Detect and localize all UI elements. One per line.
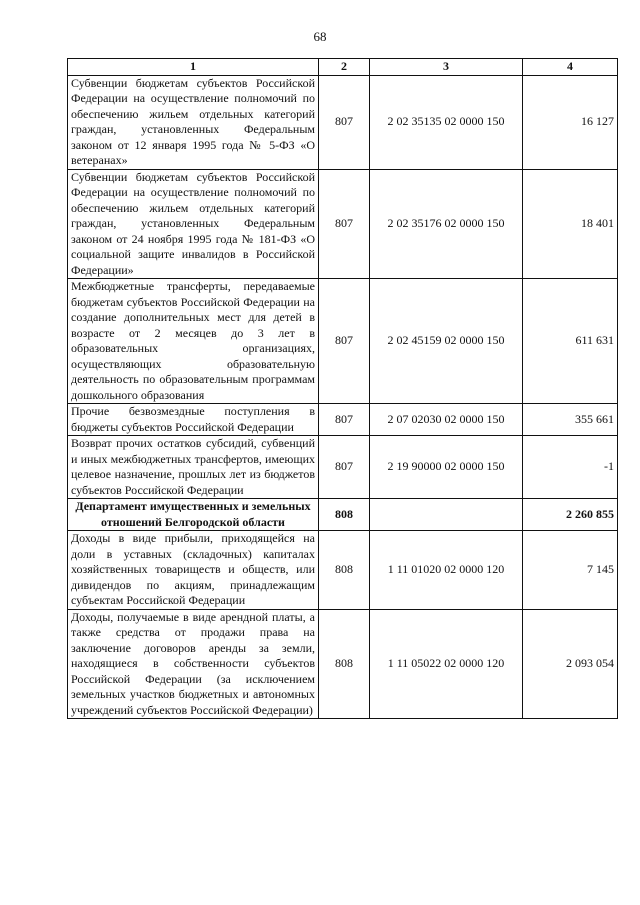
row-budget-code: 2 02 45159 02 0000 150 (370, 279, 523, 404)
row-name: Субвенции бюджетам субъектов Российской Федерации на осуществление полномочий по обеспечению жильем отдельных категорий граждан, установленных Федеральным законом от 24 ноября 1995 года № 181-ФЗ «О социальной защите инвалидов в Российской Федерации» (68, 169, 319, 279)
row-admin-code: 807 (319, 404, 370, 436)
row-admin-code: 808 (319, 609, 370, 719)
column-header-1: 1 (68, 59, 319, 76)
row-budget-code: 2 02 35135 02 0000 150 (370, 75, 523, 169)
row-budget-code: 1 11 05022 02 0000 120 (370, 609, 523, 719)
row-amount: 18 401 (523, 169, 618, 279)
row-amount: 611 631 (523, 279, 618, 404)
row-admin-code: 807 (319, 436, 370, 499)
table-header-row (68, 59, 618, 76)
row-admin-code: 807 (319, 169, 370, 279)
row-admin-code: 807 (319, 279, 370, 404)
table-row (68, 169, 618, 279)
table-row (68, 404, 618, 436)
row-amount: 16 127 (523, 75, 618, 169)
table-row (68, 531, 618, 610)
row-name: Доходы, получаемые в виде арендной платы, а также средства от продажи права на заключение договоров аренды за земли, находящиеся в собственности субъектов Российской Федерации (за исключением земельных участков бюджетных и автономных учреждений субъектов Российской Федерации) (68, 609, 319, 719)
row-amount: 2 093 054 (523, 609, 618, 719)
page-number: 68 (313, 29, 327, 44)
department-row (68, 499, 618, 531)
row-budget-code: 2 19 90000 02 0000 150 (370, 436, 523, 499)
row-amount: 7 145 (523, 531, 618, 610)
row-amount: 355 661 (523, 404, 618, 436)
row-admin-code: 807 (319, 75, 370, 169)
department-admin-code: 808 (319, 499, 370, 531)
row-amount: -1 (523, 436, 618, 499)
row-budget-code: 2 07 02030 02 0000 150 (370, 404, 523, 436)
table-row (68, 75, 618, 169)
row-name: Субвенции бюджетам субъектов Российской Федерации на осуществление полномочий по обеспечению жильем отдельных категорий граждан, установленных Федеральным законом от 12 января 1995 года № 5-ФЗ «О ветеранах» (68, 75, 319, 169)
department-name: Департамент имущественных и земельных отношений Белгородской области (68, 499, 319, 531)
table-row (68, 609, 618, 719)
revenue-table (67, 58, 618, 719)
column-header-3: 3 (370, 59, 523, 76)
department-budget-code (370, 499, 523, 531)
row-name: Прочие безвозмездные поступления в бюджеты субъектов Российской Федерации (68, 404, 319, 436)
column-header-4: 4 (523, 59, 618, 76)
department-total: 2 260 855 (523, 499, 618, 531)
table-row (68, 436, 618, 499)
row-budget-code: 1 11 01020 02 0000 120 (370, 531, 523, 610)
row-admin-code: 808 (319, 531, 370, 610)
row-budget-code: 2 02 35176 02 0000 150 (370, 169, 523, 279)
table-row (68, 279, 618, 404)
column-header-2: 2 (319, 59, 370, 76)
row-name: Доходы в виде прибыли, приходящейся на доли в уставных (складочных) капиталах хозяйственных товариществ и обществ, или дивидендов по акциям, принадлежащим субъектам Российской Федерации (68, 531, 319, 610)
row-name: Межбюджетные трансферты, передаваемые бюджетам субъектов Российской Федерации на создание дополнительных мест для детей в возрасте от 2 месяцев до 3 лет в образовательных организациях, осуществляющих образовательную деятельность по образовательным программам дошкольного образования (68, 279, 319, 404)
row-name: Возврат прочих остатков субсидий, субвенций и иных межбюджетных трансфертов, имеющих целевое назначение, прошлых лет из бюджетов субъектов Российской Федерации (68, 436, 319, 499)
